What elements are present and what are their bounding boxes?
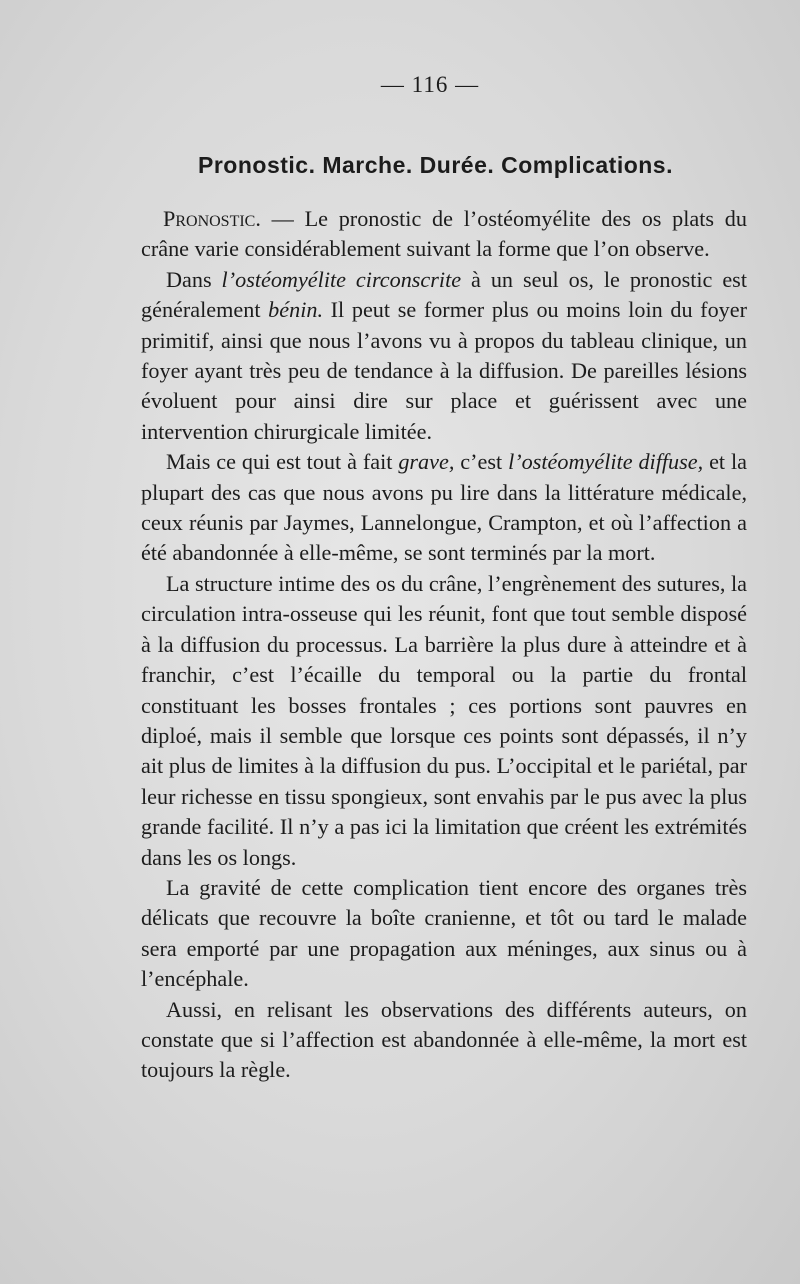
text-run: à un seul os, le pronostic est généralement: [141, 266, 747, 323]
paragraph-structure: La structure intime des os du crâne, l’engrènement des sutures, la circulation intra-osseuse qui les réunit, font que tout semble disposé à la diffusion du processus. La barrière la plus dure à atteindre et à franchir, c’est l’écaille du temporal ou la partie du frontal constituant les bosses frontales ; ces portions sont pauvres en diploé, mais il semble que lorsque ces points sont dépassés, il n’y ait plus de limites à la diffusion du pus. L’occipital et le pariétal, par leur richesse en tissu spongieux, sont envahis par le pus avec la plus grande facilité. Il n’y a pas ici la limitation que créent les extrémités dans les os longs.: [141, 570, 747, 870]
paragraph-text: — Le pronostic de l’ostéomyélite des os plats du crâne varie considérablement suivant la forme que l’on observe.: [141, 206, 747, 262]
text-run: et la plupart des cas que nous avons pu lire dans la littérature médicale, ceux réunis par Jaymes, Lannelongue, Crampton, et où l’affection a été abandonnée à elle-même, se sont terminés par la mort.: [141, 449, 748, 566]
text-run: c’est: [454, 449, 509, 475]
paragraph-gravite: La gravité de cette complication tient encore des organes très délicats que recouvre la boîte cranienne, et tôt ou tard le malade sera emporté par une propagation aux méninges, aux sinus ou à l’encéphale.: [141, 874, 747, 992]
text-run: Dans: [166, 266, 222, 292]
paragraph-circonscrite: [141, 265, 747, 447]
text-run: Mais ce qui est tout à fait: [166, 449, 399, 475]
lead-word: Pronostic.: [163, 206, 261, 231]
italic-term: grave,: [398, 449, 455, 475]
text-run: Il peut se former plus ou moins loin du foyer primitif, ainsi que nous l’avons vu à propos du tableau clinique, un foyer ayant très peu de tendance à la diffusion. De pareilles lésions évoluent pour ainsi dire sur place et guérissent avec une intervention chirurgicale limitée.: [141, 297, 747, 444]
section-heading: Pronostic. Marche. Durée. Complications.: [198, 152, 673, 178]
italic-term: l’ostéomyélite circonscrite: [221, 266, 462, 292]
italic-term: l’ostéomyélite diffuse,: [508, 449, 704, 475]
italic-term: bénin.: [268, 297, 323, 323]
paragraph-diffuse: [141, 447, 747, 569]
paragraph-pronostic: [141, 204, 747, 265]
paragraph-conclusion: Aussi, en relisant les observations des différents auteurs, on constate que si l’affection est abandonnée à elle-même, la mort est toujours la règle.: [141, 996, 747, 1083]
body-text: [141, 204, 747, 1086]
page-number: — 116 —: [380, 72, 480, 97]
